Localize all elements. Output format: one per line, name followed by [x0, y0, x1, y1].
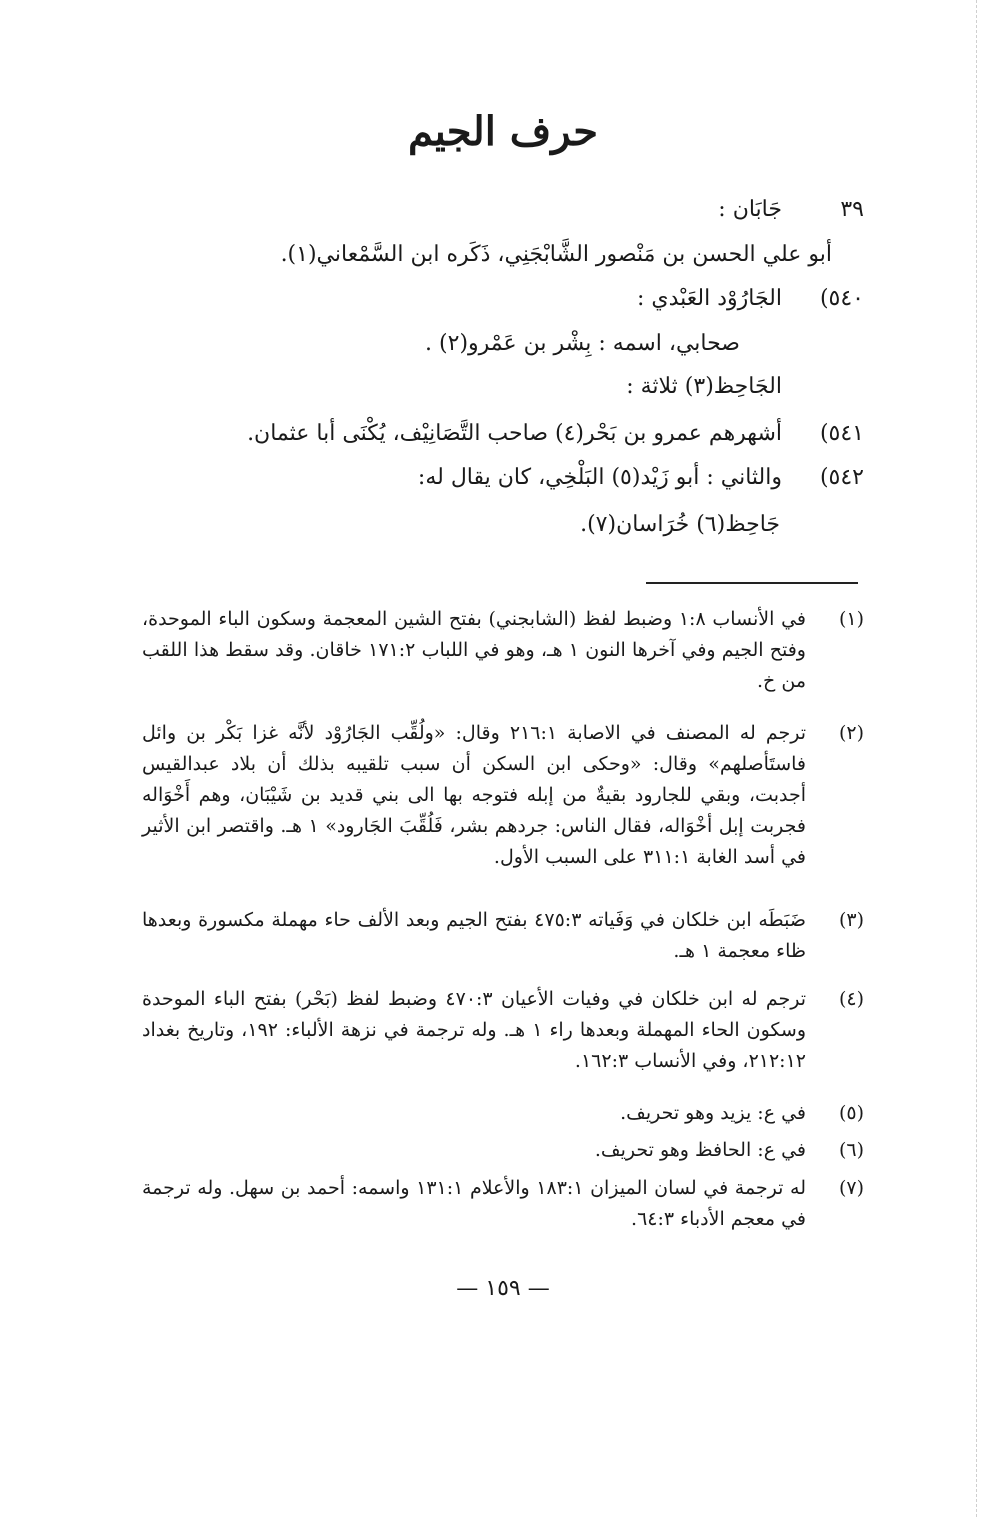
footnote-2	[142, 718, 864, 873]
footnote-text: في ع: يزيد وهو تحريف.	[620, 1102, 806, 1124]
footnote-number: (٤)	[838, 988, 864, 1010]
entry-540	[144, 284, 864, 314]
entry-number: ٥٤٠)	[819, 286, 864, 311]
entry-number: ٥٤٢)	[819, 465, 864, 490]
footnote-text: له ترجمة في لسان الميزان ١٨٣:١ والأعلام ١٣١:١ واسمه: أحمد بن سهل. وله ترجمة في معجم الأدباء ٦٤:٣.	[142, 1177, 806, 1230]
entry-541	[144, 419, 864, 449]
entry-number: ٥٤١)	[819, 421, 864, 446]
entry-text: أشهرهم عمرو بن بَحْر(٤) صاحب التَّصَانِيْف، يُكْنَى أبا عثمان.	[247, 421, 782, 446]
footnote-number: (١)	[838, 608, 864, 630]
footnote-separator	[646, 582, 858, 584]
footnote-7	[142, 1173, 864, 1235]
footnote-5	[142, 1098, 864, 1129]
footnote-number: (٣)	[838, 909, 864, 931]
footnote-number: (٥)	[838, 1102, 864, 1124]
footnote-text: في ع: الحافظ وهو تحريف.	[594, 1139, 806, 1161]
entry-line	[60, 510, 780, 540]
entry-text: جَاحِظ(٦) خُرَاسان(٧).	[580, 512, 780, 537]
footnote-number: (٦)	[838, 1139, 864, 1161]
footnote-3	[142, 905, 864, 967]
footnote-4	[142, 984, 864, 1077]
entry-number: ٣٩	[840, 197, 864, 222]
page-number: — ١٥٩ —	[456, 1276, 550, 1301]
entry-line	[62, 372, 782, 402]
entry-text: صحابي، اسمه : بِشْر بن عَمْرو(٢) .	[425, 331, 740, 356]
footnote-text: ترجم له المصنف في الاصابة ٢١٦:١ وقال: «ولُقِّب الجَارُوْد لأنَّه غزا بَكْر بن وائل فاستَأصلهم» وقال: «وحكى ابن السكن أن سبب تلقيبه بذلك أن بلاد عبدالقيس أجدبت، وبقي للجارود بقيةٌ من إبله فتوجه بها الى بني قديد بن شَيْبَان، وهم أَخْوَاله فجربت إبل أخْوَاله، فقال الناس: جردهم بشر، فَلُقِّبَ الجَارود» ١ هـ. واقتصر ابن الأثير في أسد الغابة ٣١١:١ على السبب الأول.	[142, 722, 806, 868]
footnote-text: ترجم له ابن خلكان في وفيات الأعيان ٤٧٠:٣ وضبط لفظ (بَحْر) بفتح الباء الموحدة وسكون الحاء المهملة وبعدها راء ١ هـ. وله ترجمة في نزهة الألباء: ١٩٢، وتاريخ بغداد ٢١٢:١٢، وفي الأنساب ١٦٢:٣.	[142, 988, 807, 1072]
entry-39	[144, 195, 864, 225]
footnote-1	[142, 604, 864, 697]
entry-text: أبو علي الحسن بن مَنْصور الشَّابْجَنِي، ذَكَره ابن السَّمْعاني(١).	[280, 242, 832, 267]
footnote-number: (٧)	[838, 1177, 864, 1199]
footnote-text: في الأنساب ١:٨ وضبط لفظ (الشابجني) بفتح الشين المعجمة وسكون الباء الموحدة، وفتح الجيم وفي آخرها النون ١ هـ، وهو في اللباب ١٧١:٢ خاقان. وقد سقط هذا اللقب من خ.	[142, 608, 806, 692]
footnote-number: (٢)	[838, 722, 864, 744]
entry-line	[20, 329, 740, 359]
entry-text: الجَارُوْد العَبْدي :	[637, 286, 782, 311]
entry-text: والثاني : أبو زَيْد(٥) البَلْخِي، كان يقال له:	[417, 465, 782, 490]
footnote-6	[142, 1135, 864, 1166]
entry-text: جَابَان :	[718, 197, 782, 222]
chapter-heading: حرف الجيم	[408, 108, 598, 155]
entry-text: الجَاحِظ(٣) ثلاثة :	[626, 374, 782, 399]
entry-line	[112, 240, 832, 270]
entry-542	[144, 463, 864, 493]
footnote-text: ضَبَطَه ابن خلكان في وَفَياته ٤٧٥:٣ بفتح الجيم وبعد الألف حاء مهملة مكسورة وبعدها ظاء معجمة ١ هـ.	[142, 909, 806, 962]
